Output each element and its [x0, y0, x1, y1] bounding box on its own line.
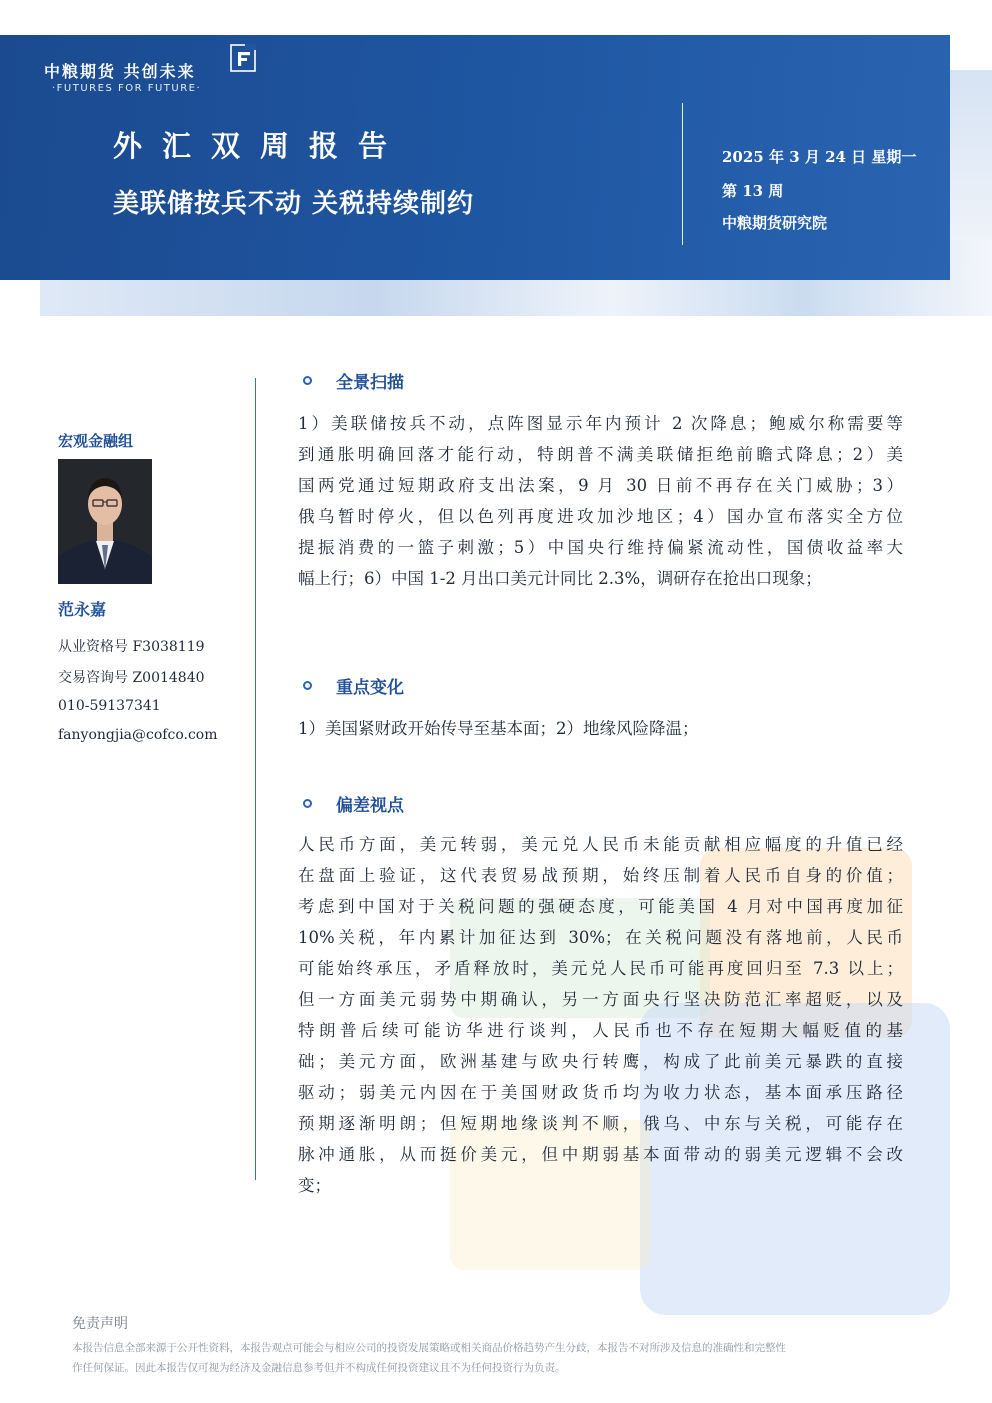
header-image-edge [950, 70, 992, 240]
report-subtitle: 美联储按兵不动 关税持续制约 [113, 189, 475, 219]
disclaimer-line: 作任何保证。因此本报告仅可视为经济及金融信息参考但并不构成任何投资建议且不为任何投资行为负责。 [72, 1362, 566, 1374]
section-body-overview [298, 408, 903, 594]
logo-mark-icon [230, 44, 256, 72]
text-line: 1）美国紧财政开始传导至基本面；2）地缘风险降温； [298, 719, 699, 738]
section-bullet-icon [303, 799, 312, 808]
report-institute: 中粮期货研究院 [722, 214, 828, 232]
author-photo [58, 459, 152, 584]
author-name: 范永嘉 [58, 600, 107, 619]
text-line: 但一方面美元弱势中期确认，另一方面央行坚决防范汇率超贬，以及 [298, 990, 903, 1009]
section-title-deviation: 偏差视点 [336, 796, 404, 816]
text-line: 国两党通过短期政府支出法案，9 月 30 日前不再存在关门威胁；3） [298, 476, 903, 495]
header-divider [682, 103, 683, 245]
text-line: 在盘面上验证，这代表贸易战预期，始终压制着人民币自身的价值； [298, 866, 903, 885]
text-line: 变； [298, 1176, 331, 1195]
text-line: 脉冲通胀，从而挺价美元，但中期弱基本面带动的弱美元逻辑不会改 [298, 1145, 903, 1164]
section-body-key-changes [298, 713, 903, 744]
logo-en: ·FUTURES FOR FUTURE· [52, 83, 202, 94]
sidebar-rule [255, 378, 256, 1180]
text-line: 1）美联储按兵不动，点阵图显示年内预计 2 次降息；鲍威尔称需要等 [298, 414, 903, 433]
text-line: 驱动；弱美元内因在于美国财政货币均为收力状态，基本面承压路径 [298, 1083, 903, 1102]
author-phone: 010-59137341 [58, 698, 161, 714]
text-line: 俄乌暂时停火，但以色列再度进攻加沙地区；4）国办宣布落实全方位 [298, 507, 903, 526]
group-label: 宏观金融组 [58, 432, 134, 450]
report-date: 2025 年 3 月 24 日 星期一 [722, 148, 917, 166]
section-title-overview: 全景扫描 [336, 373, 404, 393]
section-title-key-changes: 重点变化 [336, 678, 404, 698]
report-title: 外汇双周报告 [113, 129, 408, 163]
author-consulting: 交易咨询号 Z0014840 [58, 670, 205, 686]
logo-cn: 中粮期货 共创未来 [44, 62, 196, 81]
report-week: 第 13 周 [722, 182, 784, 200]
section-body-deviation [298, 829, 903, 1201]
section-bullet-icon [303, 681, 312, 690]
text-line: 础；美元方面，欧洲基建与欧央行转鹰，构成了此前美元暴跌的直接 [298, 1052, 903, 1071]
text-line: 10%关税，年内累计加征达到 30%；在关税问题没有落地前，人民币 [298, 928, 903, 947]
text-line: 特朗普后续可能访华进行谈判，人民币也不存在短期大幅贬值的基 [298, 1021, 903, 1040]
text-line: 预期逐渐明朗；但短期地缘谈判不顺，俄乌、中东与关税，可能存在 [298, 1114, 903, 1133]
text-line: 到通胀明确回落才能行动，特朗普不满美联储拒绝前瞻式降息；2）美 [298, 445, 903, 464]
text-line: 可能始终承压，矛盾释放时，美元兑人民币可能再度回归至 7.3 以上； [298, 959, 903, 978]
text-line: 幅上行；6）中国 1-2 月出口美元计同比 2.3%，调研存在抢出口现象； [298, 569, 822, 588]
text-line: 考虑到中国对于关税问题的强硬态度，可能美国 4 月对中国再度加征 [298, 897, 903, 916]
text-line: 人民币方面，美元转弱，美元兑人民币未能贡献相应幅度的升值已经 [298, 835, 903, 854]
disclaimer-title: 免责声明 [72, 1316, 128, 1332]
text-line: 提振消费的一篮子刺激；5）中国央行维持偏紧流动性，国债收益率大 [298, 538, 903, 557]
disclaimer-text [72, 1338, 924, 1378]
author-portrait-icon [58, 459, 152, 584]
author-email[interactable]: fanyongjia@cofco.com [58, 727, 218, 743]
author-qualification: 从业资格号 F3038119 [58, 639, 205, 655]
disclaimer-line: 本报告信息全部来源于公开性资料，本报告观点可能会与相应公司的投资发展策略或相关商品价格趋势产生分歧，本报告不对所涉及信息的准确性和完整性 [72, 1342, 786, 1354]
section-bullet-icon [303, 376, 312, 385]
